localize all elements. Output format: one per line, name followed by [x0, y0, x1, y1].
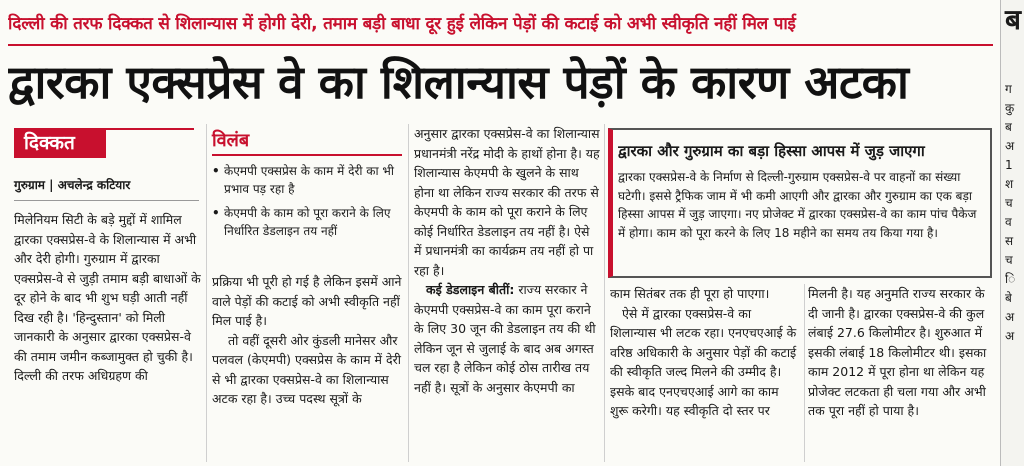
adjacent-page-sliver — [1000, 0, 1024, 466]
adjacent-line: कु — [1005, 101, 1015, 115]
adjacent-line: स — [1005, 234, 1014, 248]
adjacent-line: व — [1005, 215, 1012, 229]
bullet-icon: • — [212, 164, 220, 178]
column-divider — [206, 124, 207, 462]
info-box-title: द्वारका और गुरुग्राम का बड़ा हिस्सा आपस में जुड़ जाएगा — [618, 142, 925, 160]
byline-rule — [14, 200, 199, 201]
adjacent-line: ि — [1005, 272, 1016, 286]
bullet-item — [212, 162, 402, 198]
kicker-rule — [8, 44, 993, 46]
section-tag-rule — [106, 128, 194, 158]
bullet-icon: • — [212, 206, 220, 220]
bullet-text: केएमपी एक्सप्रेस के काम में देरी का भी प्रभाव पड़ रहा है — [224, 164, 394, 196]
adjacent-line: 1 — [1005, 158, 1013, 172]
adjacent-line: श — [1005, 177, 1014, 191]
adjacent-line: ब — [1005, 120, 1012, 134]
adjacent-line: अ — [1005, 139, 1015, 153]
info-box-body: द्वारका एक्सप्रेस-वे के निर्माण से दिल्ली-गुरुग्राम एक्सप्रेस-वे पर वाहनों का संख्या घटेगी। इससे ट्रैफिक जाम में भी कमी आएगी और द्वारका और गुरुग्राम का एक बड़ा हिस्सा आपस में जुड़ जाएगा। नए प्रोजेक्ट में द्वारका एक्सप्रेस-वे का काम पांच पैकेज में होगा। काम को पूरा करने के लिए 18 महीने का समय तय किया गया है। — [618, 170, 977, 240]
adjacent-line: अ — [1005, 310, 1015, 324]
column-1-text: मिलेनियम सिटी के बड़े मुद्दों में शामिल द्वारका एक्सप्रेस-वे के शिलान्यास में अभी और देरी होगी। गुरुग्राम में द्वारका एक्सप्रेस-वे से जुड़ी तमाम बड़ी बाधाओं के दूर होने के बाद भी शुभ घड़ी आती नहीं दिख रही है। 'हिन्दुस्तान' को मिली जानकारी के अनुसार द्वारका एक्सप्रेस-वे की तमाम जमीन कब्जामुक्त हो चुकी है। दिल्ली की तरफ अधिग्रहण की — [14, 212, 201, 383]
byline: गुरुग्राम | अचलेन्द्र कटियार — [14, 178, 131, 192]
column-3-text — [414, 124, 600, 462]
column-5-text: मिलनी है। यह अनुमति राज्य सरकार के दी जानी है। द्वारका एक्सप्रेस-वे की कुल लंबाई 27.6 किलोमीटर है। शुरुआत में इसकी लंबाई 18 किलोमीटर थी। इसका काम 2012 में पूरा होना था लेकिन यह प्रोजेक्ट लटकता ही चला गया और अभी तक पूरा नहीं हो पाया है। — [808, 286, 987, 418]
adjacent-page-heading: ब — [1005, 3, 1021, 36]
adjacent-line: बे — [1005, 291, 1012, 305]
bullet-text: केएमपी के काम को पूरा कराने के लिए निर्धारित डेडलाइन तय नहीं — [224, 206, 391, 238]
headline: द्वारका एक्सप्रेस वे का शिलान्यास पेड़ों के कारण अटका — [8, 55, 909, 109]
column-2-text — [212, 272, 404, 462]
column-divider — [804, 284, 805, 462]
section-tag: दिक्कत — [14, 128, 106, 158]
vilamb-bullets — [212, 162, 402, 258]
adjacent-line: च — [1005, 253, 1013, 267]
column-divider — [604, 124, 605, 462]
paragraph: तो वहीं दूसरी ओर कुंडली मानेसर और पलवल (केएमपी) एक्सप्रेस के काम में देरी से भी द्वारका एक्सप्रेस-वे का शिलान्यास अटक रहा है। उच्च पदस्थ सूत्रों के — [212, 332, 401, 406]
paragraph: राज्य सरकार ने केएमपी एक्सप्रेस-वे का काम पूरा कराने के लिए 30 जून की डेडलाइन तय की थी लेकिन जून से जुलाई के बाद अब अगस्त चल रहा है लेकिन कोई ठोस तारीख तय नहीं है। सूत्रों के अनुसार केएमपी का — [414, 282, 596, 395]
adjacent-line: ग — [1005, 82, 1012, 96]
vilamb-title: विलंब — [212, 130, 250, 151]
adjacent-line: च — [1005, 196, 1013, 210]
column-4-text — [610, 284, 800, 462]
subhead: कई डेडलाइन बीतीं: — [426, 282, 515, 297]
paragraph: काम सितंबर तक ही पूरा हो पाएगा। — [610, 286, 770, 301]
column-divider — [408, 124, 409, 462]
bullet-item — [212, 204, 402, 240]
vilamb-rule — [212, 154, 402, 156]
paragraph: अनुसार द्वारका एक्सप्रेस-वे का शिलान्यास प्रधानमंत्री नरेंद्र मोदी के हाथों होना है। यह शिलान्यास केएमपी के खुलने के साथ होना था लेकिन राज्य सरकार की तरफ से केएमपी के काम को पूरा कराने के लिए कोई निर्धारित डेडलाइन तय नहीं है। ऐसे में प्रधानमंत्री का कार्यक्रम तय नहीं हो पा रहा है। — [414, 126, 600, 278]
paragraph: ऐसे में द्वारका एक्सप्रेस-वे का शिलान्यास भी लटक रहा। एनएचएआई के वरिष्ठ अधिकारी के अनुसार पेड़ों की कटाई की स्वीकृति जल्द मिलने की उम्मीद है। इसके बाद एनएचएआई आगे का काम शुरू करेगी। यह स्वीकृति दो स्तर पर — [610, 305, 797, 418]
adjacent-line: अ — [1005, 329, 1015, 343]
kicker-line: दिल्ली की तरफ दिक्कत से शिलान्यास में होगी देरी, तमाम बड़ी बाधा दूर हुई लेकिन पेड़ों की कटाई को अभी स्वीकृति नहीं मिल पाई — [8, 14, 796, 34]
paragraph: प्रक्रिया भी पूरी हो गई है लेकिन इसमें आने वाले पेड़ों की कटाई को अभी स्वीकृति नहीं मिल पाई है। — [212, 274, 402, 328]
